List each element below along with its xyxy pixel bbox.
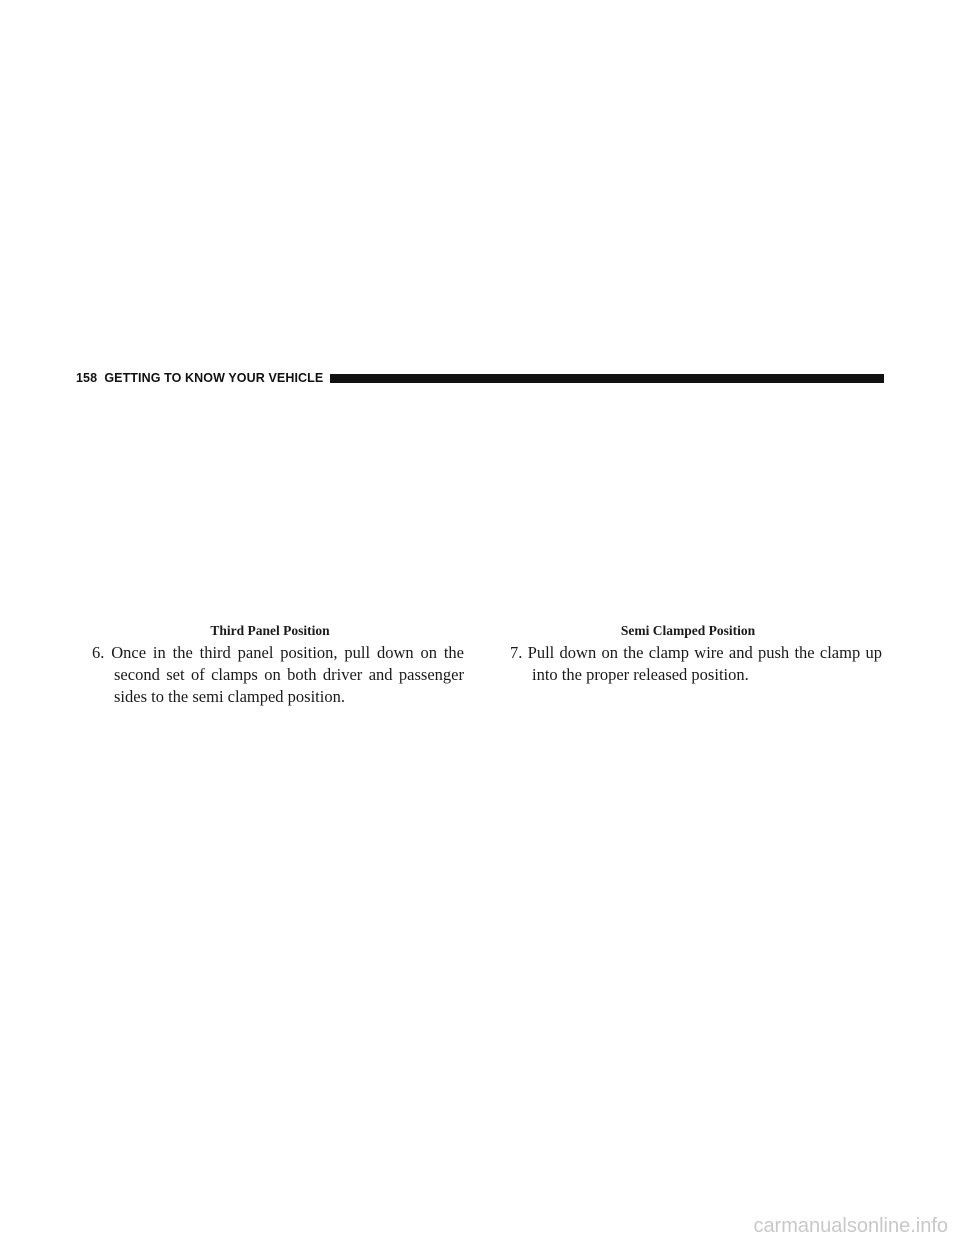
step-number: 7. bbox=[510, 643, 523, 662]
figure-caption-semi-clamped: Semi Clamped Position bbox=[620, 623, 756, 638]
step-text: Once in the third panel position, pull down on the second set of clamps on both driver and passenger sides to the semi clamped position. bbox=[111, 643, 465, 706]
watermark: carmanualsonline.info bbox=[753, 1215, 948, 1237]
left-column bbox=[76, 620, 464, 708]
page-header-text bbox=[76, 371, 323, 385]
step-number: 6. bbox=[92, 643, 105, 662]
figure-caption-third-panel: Third Panel Position bbox=[210, 623, 330, 638]
right-column bbox=[494, 620, 882, 686]
instruction-step-6 bbox=[76, 642, 464, 708]
page-header bbox=[76, 370, 884, 386]
page-number: 158 bbox=[76, 371, 98, 385]
step-text: Pull down on the clamp wire and push the clamp up into the proper released position. bbox=[527, 643, 882, 684]
section-title: GETTING TO KNOW YOUR VEHICLE bbox=[104, 371, 324, 385]
header-rule bbox=[330, 374, 884, 383]
instruction-step-7 bbox=[494, 642, 882, 686]
